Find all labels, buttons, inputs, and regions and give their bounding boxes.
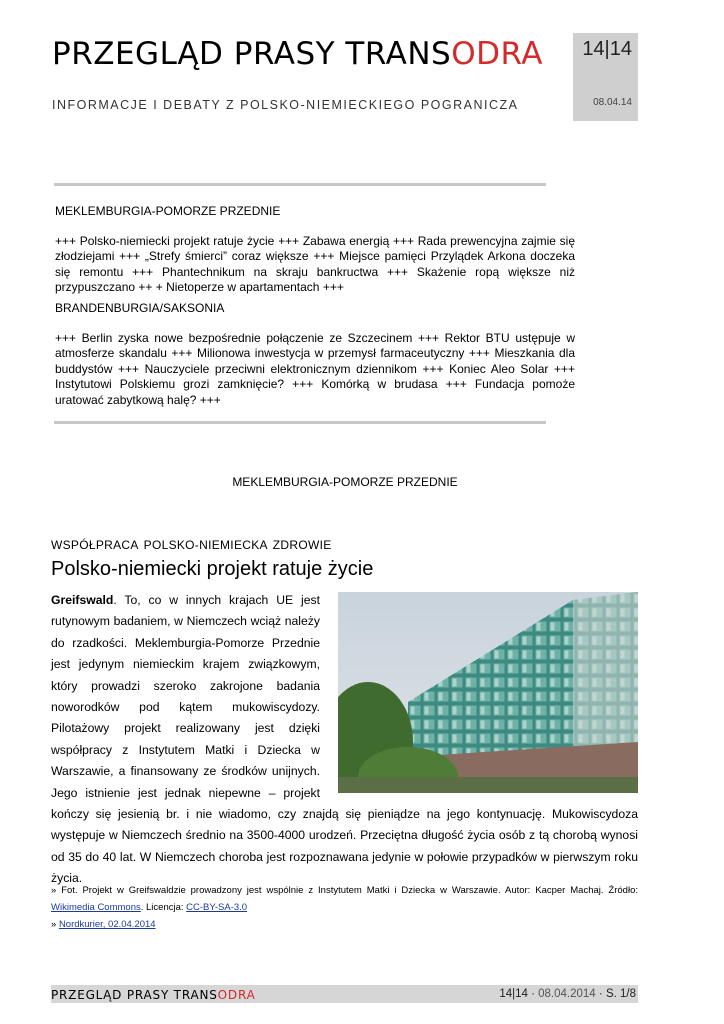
source-prefix: » (51, 919, 59, 930)
footer-title (51, 988, 256, 1002)
section-heading: MEKLEMBURGIA-POMORZE PRZEDNIE (232, 475, 458, 489)
footer-separator: · (527, 988, 539, 1000)
caption-license-link[interactable]: CC-BY-SA-3.0 (186, 902, 248, 913)
caption-license-label: . Licencja: (140, 902, 187, 913)
issue-date: 08.04.14 (593, 97, 632, 108)
issue-number: 14|14 (582, 38, 632, 60)
article-categories: WSPÓŁPRACA POLSKO-NIEMIECKA ZDROWIE (51, 538, 332, 552)
summary-section-1 (55, 204, 575, 296)
bottom-rule (54, 421, 546, 424)
article-source-link[interactable]: Nordkurier, 02.04.2014 (58, 919, 156, 930)
article-body (51, 590, 638, 890)
page-footer (51, 985, 638, 1003)
summary-section-2 (55, 301, 575, 408)
footer-issue-info (499, 988, 636, 1000)
article-text: . To, co w innych krajach UE jest rutynowym badaniem, w Niemczech wciąż należy do rzadkości. Meklemburgia-Pomorze Przednie jest jedynym niemieckim krajem związkowym, który prowadzi szeroko zakrojone badania noworodków pod kątem mukowiscydozy. Pilotażowy projekt realizowany jest dzięki współpracy z Instytutem Matki i Dziecka w Warszawie, a finansowany ze środków unijnych. Jego istnienie jest jednak niepewne – projekt kończy się jesienią br. i nie wiadomo, czy znajdą się pieniądze na jego kontynuację. Mukowiscydoza występuje w Niemczech średnio na 3500-4000 urodzeń. Przeciętna długość życia osób z tą chorobą wynosi od 35 do 40 lat. W Niemczech choroba jest rozpoznawana jedynie w połowie przypadków w pierwszym roku życia. (51, 593, 638, 886)
top-rule (54, 183, 546, 186)
caption-text: » Fot. Projekt w Greifswaldzie prowadzony jest wspólnie z Instytutem Matki i Dziecka w Warszawie. Autor: Kacper Machaj. Źródło: (51, 885, 638, 896)
summary-text: +++ Polsko-niemiecki projekt ratuje życie +++ Zabawa energią +++ Rada prewencyjna zajmie się złodziejami +++ „Strefy śmierci” coraz większe +++ Miejsce pamięci Przylądek Arkona doczeka się remontu +++ Phantechnikum na skraju bankructwa +++ Skażenie ropą większe niż przypuszczano ++ + Nietoperze w apartamentach +++ (55, 233, 575, 294)
footer-date: 08.04.2014 (538, 988, 596, 1000)
footer-page-number: S. 1/8 (605, 988, 636, 1000)
footer-issue: 14|14 (499, 988, 528, 1000)
footer-separator: · (595, 988, 606, 1000)
building-photo-illustration (338, 592, 638, 793)
issue-box (573, 33, 638, 121)
summary-region-heading: BRANDENBURGIA/SAKSONIA (55, 301, 225, 315)
footer-title-accent: ODRA (217, 988, 256, 1002)
caption-source-link[interactable]: Wikimedia Commons (51, 902, 141, 913)
article-dateline: Greifswald (51, 593, 114, 607)
photo-caption (51, 882, 638, 933)
article-headline: Polsko-niemiecki projekt ratuje życie (51, 558, 374, 580)
summary-text: +++ Berlin zyska nowe bezpośrednie połączenie ze Szczecinem +++ Rektor BTU ustępuje w atmosferze skandalu +++ Milionowa inwestycja w przemysł farmaceutyczny +++ Mieszkania dla buddystów +++ Nauczyciele przeciwni elektronicznym dziennikom +++ Koniec Aleo Solar +++ Instytutowi Polskiemu grozi zamknięcie? +++ Komórką w brudasa +++ Fundacja pomoże uratować zabytkową halę? +++ (55, 330, 575, 407)
masthead-title-main: PRZEGLĄD PRASY TRANS (52, 36, 452, 72)
masthead-title-accent: ODRA (451, 36, 543, 72)
summary-region-heading: MEKLEMBURGIA-POMORZE PRZEDNIE (55, 204, 281, 218)
masthead-subtitle: INFORMACJE I DEBATY Z POLSKO-NIEMIECKIEGO POGRANICZA (52, 98, 519, 112)
masthead-title (52, 36, 543, 72)
footer-title-main: PRZEGLĄD PRASY TRANS (51, 988, 218, 1002)
article-photo (338, 592, 638, 793)
